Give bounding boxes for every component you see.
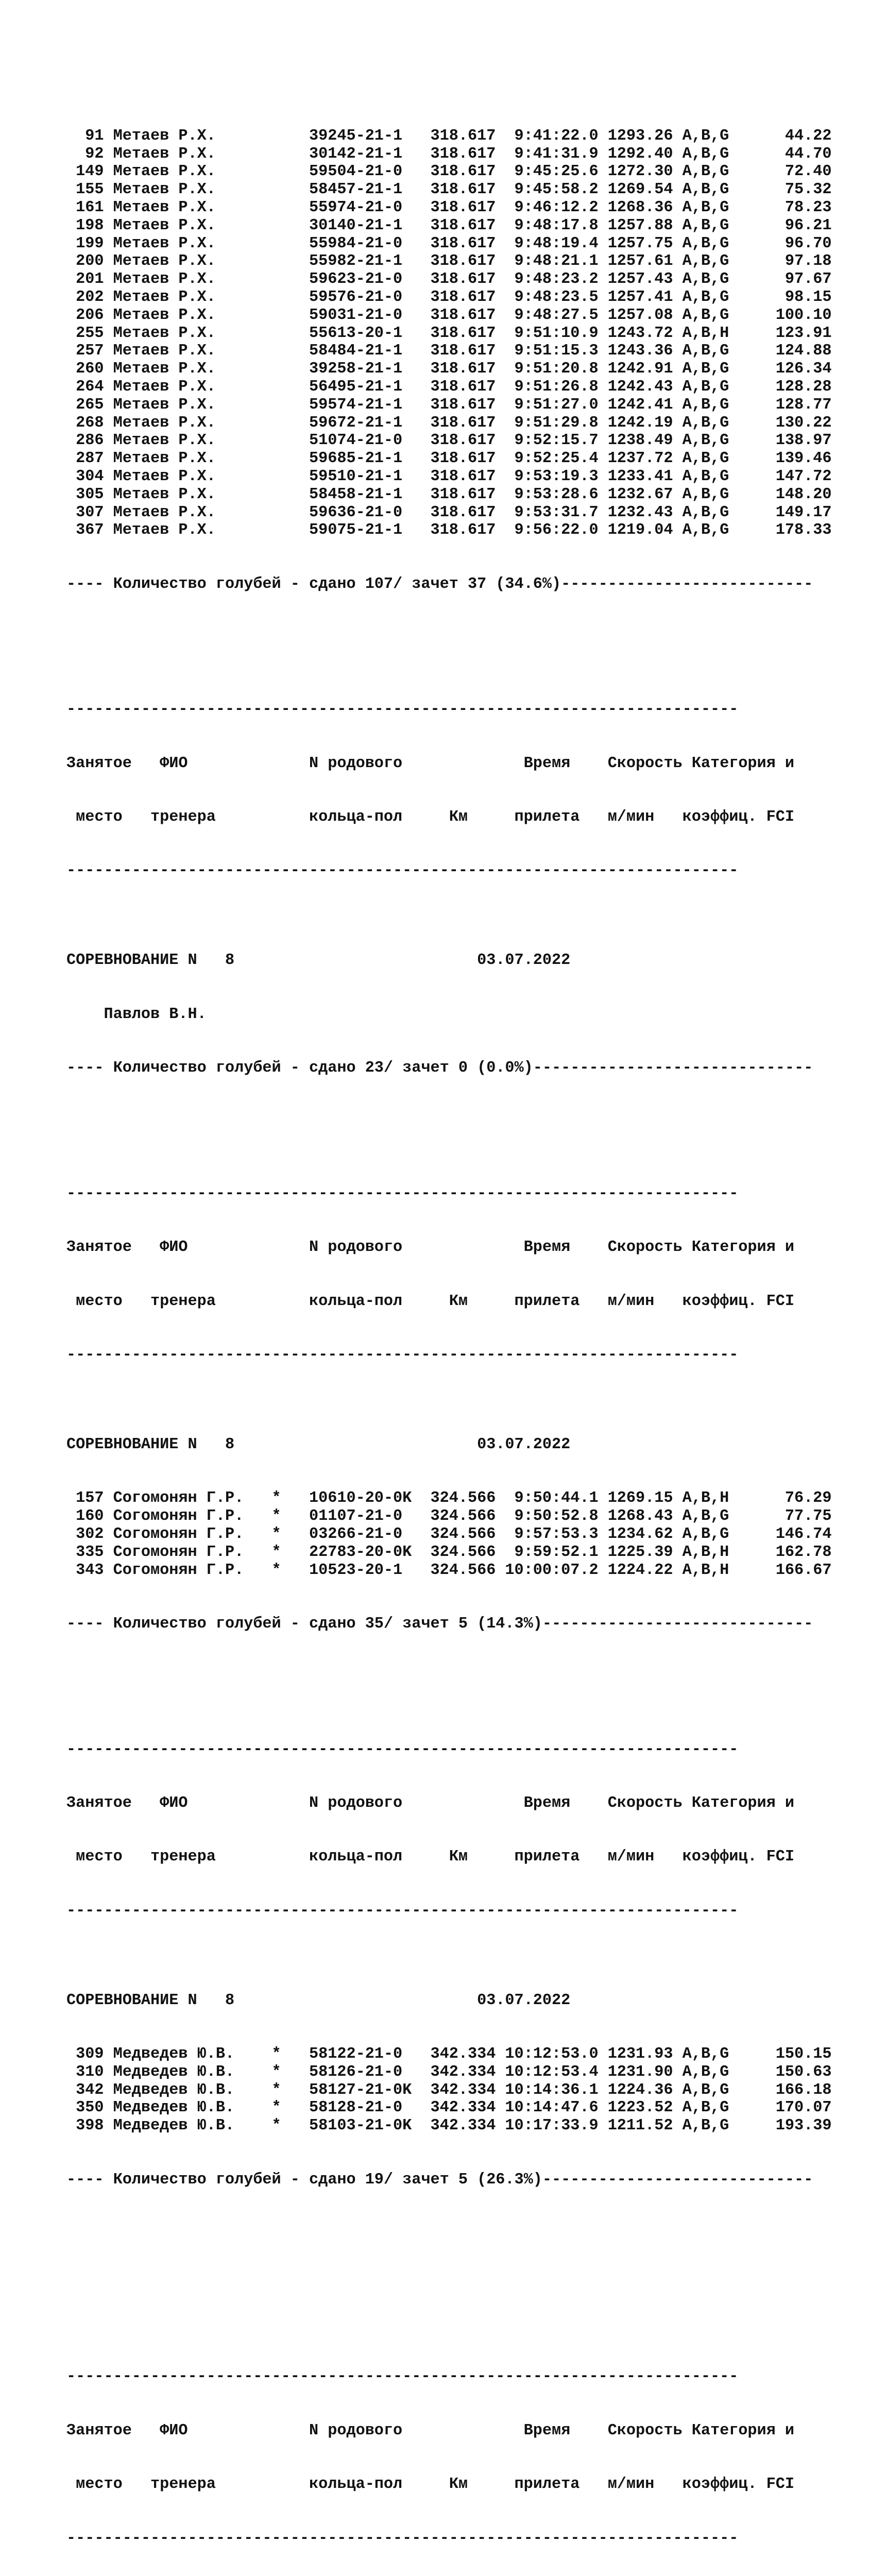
column-header-line-1: Занятое ФИО N родового Время Скорость Категория и (66, 754, 795, 772)
separator-line: ------------------------------------------------------------------------ (66, 1184, 739, 1202)
summary-line-2: ---- Количество голубей - сдано 35/ зачет 5 (14.3%)----------------------------- (66, 1615, 813, 1633)
result-row: 304 Метаев Р.Х. 59510-21-1 318.617 9:53:19.3 1233.41 A,B,G 147.72 (66, 467, 832, 485)
competition-line-1: СОРЕВНОВАНИЕ N 8 03.07.2022 (66, 952, 571, 970)
separator-line: ------------------------------------------------------------------------ (66, 1346, 739, 1364)
result-row: 398 Медведев Ю.В. * 58103-21-0K 342.334 10:17:33.9 1211.52 A,B,G 193.39 (66, 2117, 832, 2135)
result-row: 161 Метаев Р.Х. 55974-21-0 318.617 9:46:12.2 1268.36 A,B,G 78.23 (66, 198, 832, 216)
result-row: 149 Метаев Р.Х. 59504-21-0 318.617 9:45:25.6 1272.30 A,B,G 72.40 (66, 163, 832, 181)
summary-line-0: ---- Количество голубей - сдано 107/ зачет 37 (34.6%)--------------------------- (66, 575, 813, 593)
result-row: 287 Метаев Р.Х. 59685-21-1 318.617 9:52:25.4 1237.72 A,B,G 139.46 (66, 450, 832, 468)
result-block-2 (66, 1400, 839, 1669)
result-row: 302 Согомонян Г.Р. * 03266-21-0 324.566 9:57:53.3 1234.62 A,B,G 146.74 (66, 1525, 832, 1543)
separator-line: ------------------------------------------------------------------------ (66, 701, 739, 719)
separator-line: ------------------------------------------------------------------------ (66, 1902, 739, 1920)
column-header-line-2: место тренера кольца-пол Км прилета м/мин коэффиц. FCI (66, 1292, 795, 1310)
result-row: 91 Метаев Р.Х. 39245-21-1 318.617 9:41:22.0 1293.26 A,B,G 44.22 (66, 127, 832, 145)
result-row: 206 Метаев Р.Х. 59031-21-0 318.617 9:48:27.5 1257.08 A,B,G 100.10 (66, 306, 832, 324)
result-row: 92 Метаев Р.Х. 30142-21-1 318.617 9:41:31.9 1292.40 A,B,G 44.70 (66, 145, 832, 163)
result-row: 335 Согомонян Г.Р. * 22783-20-0K 324.566 9:59:52.1 1225.39 A,B,H 162.78 (66, 1543, 832, 1561)
separator-line: ------------------------------------------------------------------------ (66, 1740, 739, 1758)
result-row: 257 Метаев Р.Х. 58484-21-1 318.617 9:51:15.3 1243.36 A,B,G 124.88 (66, 342, 832, 360)
result-row: 202 Метаев Р.Х. 59576-21-0 318.617 9:48:23.5 1257.41 A,B,G 98.15 (66, 288, 832, 306)
result-row: 350 Медведев Ю.В. * 58128-21-0 342.334 10:14:47.6 1223.52 A,B,G 170.07 (66, 2099, 832, 2117)
result-row: 309 Медведев Ю.В. * 58122-21-0 342.334 10:12:53.0 1231.93 A,B,G 150.15 (66, 2045, 832, 2063)
column-header-line-2: место тренера кольца-пол Км прилета м/мин коэффиц. FCI (66, 808, 795, 826)
result-row: 160 Согомонян Г.Р. * 01107-21-0 324.566 9:50:52.8 1268.43 A,B,G 77.75 (66, 1507, 832, 1526)
result-row: 199 Метаев Р.Х. 55984-21-0 318.617 9:48:19.4 1257.75 A,B,G 96.70 (66, 234, 832, 252)
result-row: 343 Согомонян Г.Р. * 10523-20-1 324.566 10:00:07.2 1224.22 A,B,H 166.67 (66, 1561, 832, 1579)
summary-line-1: ---- Количество голубей - сдано 23/ зачет 0 (0.0%)------------------------------ (66, 1059, 813, 1077)
result-row: 155 Метаев Р.Х. 58457-21-1 318.617 9:45:58.2 1269.54 A,B,G 75.32 (66, 181, 832, 199)
result-block-0 (66, 91, 839, 629)
result-row: 310 Медведев Ю.В. * 58126-21-0 342.334 10:12:53.4 1231.90 A,B,G 150.63 (66, 2063, 832, 2081)
result-row: 305 Метаев Р.Х. 58458-21-1 318.617 9:53:28.6 1232.67 A,B,G 148.20 (66, 485, 832, 503)
results-table-3 (66, 2045, 839, 2135)
result-block-3 (66, 1956, 839, 2225)
result-row: 198 Метаев Р.Х. 30140-21-1 318.617 9:48:17.8 1257.88 A,B,G 96.21 (66, 216, 832, 234)
column-header-line-1: Занятое ФИО N родового Время Скорость Категория и (66, 1239, 795, 1257)
result-row: 201 Метаев Р.Х. 59623-21-0 318.617 9:48:23.2 1257.43 A,B,G 97.67 (66, 270, 832, 289)
result-row: 268 Метаев Р.Х. 59672-21-1 318.617 9:51:29.8 1242.19 A,B,G 130.22 (66, 414, 832, 432)
result-row: 265 Метаев Р.Х. 59574-21-1 318.617 9:51:27.0 1242.41 A,B,G 128.77 (66, 396, 832, 414)
trainer-line-1: Павлов В.Н. (66, 1005, 207, 1023)
result-row: 264 Метаев Р.Х. 56495-21-1 318.617 9:51:26.8 1242.43 A,B,G 128.28 (66, 378, 832, 396)
blank-line (66, 2278, 839, 2296)
result-row: 367 Метаев Р.Х. 59075-21-1 318.617 9:56:22.0 1219.04 A,B,G 178.33 (66, 521, 832, 539)
result-row: 342 Медведев Ю.В. * 58127-21-0K 342.334 10:14:36.1 1224.36 A,B,G 166.18 (66, 2081, 832, 2099)
column-header-line-2: место тренера кольца-пол Км прилета м/мин коэффиц. FCI (66, 2476, 795, 2494)
results-table-0 (66, 127, 839, 539)
competition-line-2: СОРЕВНОВАНИЕ N 8 03.07.2022 (66, 1435, 571, 1453)
result-row: 200 Метаев Р.Х. 55982-21-1 318.617 9:48:21.1 1257.61 A,B,G 97.18 (66, 252, 832, 270)
column-header-line-1: Занятое ФИО N родового Время Скорость Категория и (66, 2421, 795, 2439)
result-row: 307 Метаев Р.Х. 59636-21-0 318.617 9:53:31.7 1232.43 A,B,G 149.17 (66, 503, 832, 521)
result-block-1 (66, 916, 839, 1113)
result-row: 255 Метаев Р.Х. 55613-20-1 318.617 9:51:10.9 1243.72 A,B,H 123.91 (66, 324, 832, 342)
results-report (66, 20, 839, 2576)
summary-line-3: ---- Количество голубей - сдано 19/ зачет 5 (26.3%)----------------------------- (66, 2171, 813, 2189)
column-header-line-2: место тренера кольца-пол Км прилета м/мин коэффиц. FCI (66, 1848, 795, 1866)
separator-line: ------------------------------------------------------------------------ (66, 2368, 739, 2386)
result-row: 260 Метаев Р.Х. 39258-21-1 318.617 9:51:20.8 1242.91 A,B,G 126.34 (66, 360, 832, 378)
separator-line: ------------------------------------------------------------------------ (66, 2529, 739, 2547)
results-table-2 (66, 1489, 839, 1579)
separator-line: ------------------------------------------------------------------------ (66, 862, 739, 880)
result-row: 157 Согомонян Г.Р. * 10610-20-0K 324.566 9:50:44.1 1269.15 A,B,H 76.29 (66, 1489, 832, 1507)
competition-line-3: СОРЕВНОВАНИЕ N 8 03.07.2022 (66, 1991, 571, 2009)
result-row: 286 Метаев Р.Х. 51074-21-0 318.617 9:52:15.7 1238.49 A,B,G 138.97 (66, 432, 832, 450)
column-header-line-1: Занятое ФИО N родового Время Скорость Категория и (66, 1794, 795, 1812)
